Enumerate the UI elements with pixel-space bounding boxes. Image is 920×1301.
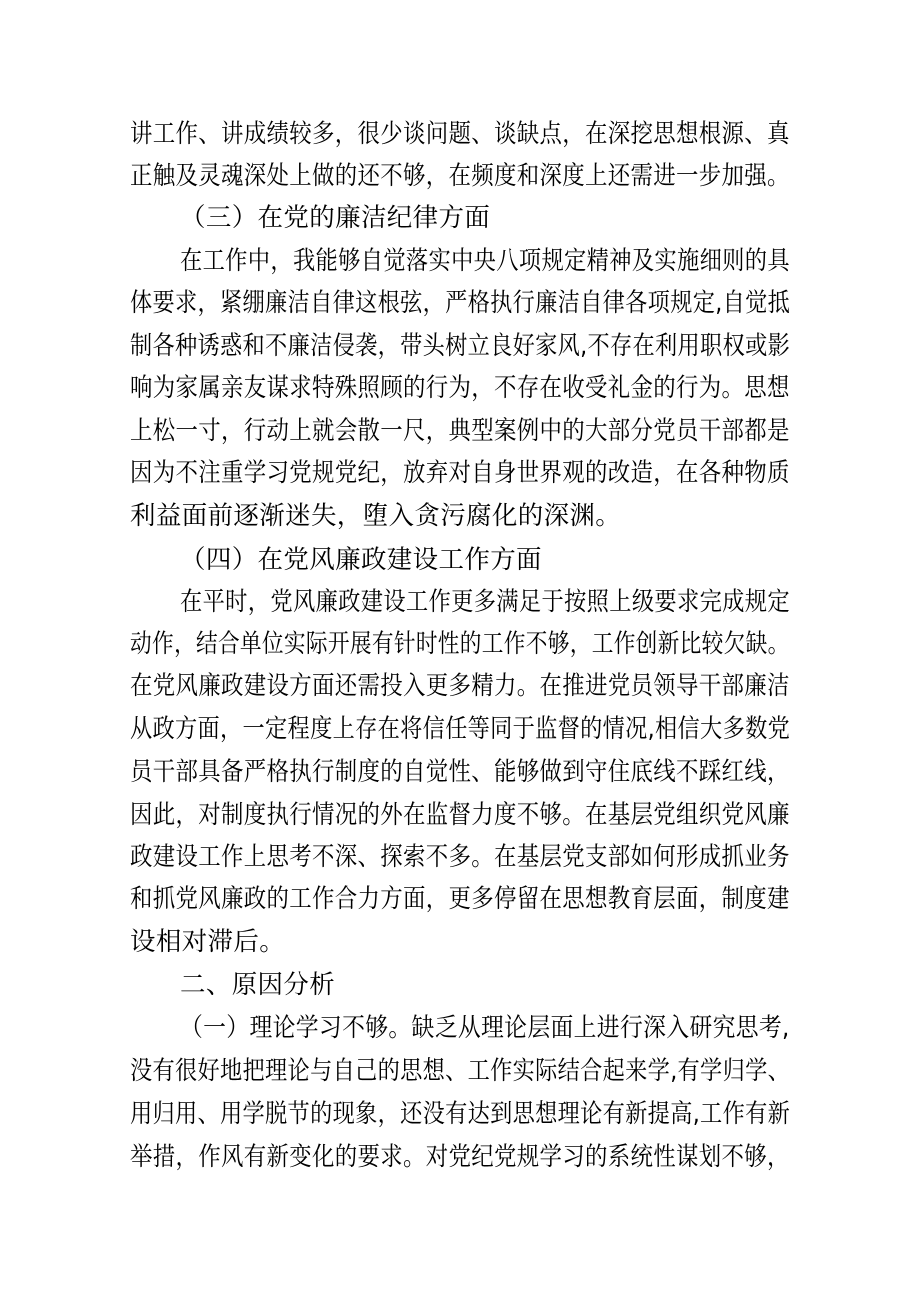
text-line: 讲工作、讲成绩较多，很少谈问题、谈缺点，在深挖思想根源、真 <box>130 119 790 149</box>
text-line: 政建设工作上思考不深、探索不多。在基层党支部如何形成抓业务 <box>130 842 790 872</box>
text-line: 举措，作风有新变化的要求。对党纪党规学习的系统性谋划不够， <box>130 1142 790 1172</box>
text-line: 动作，结合单位实际开展有针时性的工作不够，工作创新比较欠缺。 <box>130 629 790 659</box>
text-line: （一）理论学习不够。缺乏从理论层面上进行深入研究思考, <box>180 1013 790 1043</box>
text-line: 没有很好地把理论与自己的思想、工作实际结合起来学,有学归学、 <box>130 1056 791 1086</box>
text-line: 在平时，党风廉政建设工作更多满足于按照上级要求完成规定 <box>180 587 790 617</box>
section-heading: （三）在党的廉洁纪律方面 <box>180 203 491 233</box>
text-line: 因为不注重学习党规党纪，放弃对自身世界观的改造，在各种物质 <box>130 458 790 488</box>
text-line: 用归用、用学脱节的现象，还没有达到思想理论有新提高,工作有新 <box>130 1099 791 1129</box>
section-heading: （四）在党风廉政建设工作方面 <box>180 545 542 575</box>
text-line: 正触及灵魂深处上做的还不够，在频度和深度上还需进一步加强。 <box>130 161 790 191</box>
text-line: 因此，对制度执行情况的外在监督力度不够。在基层党组织党风廉 <box>130 800 790 830</box>
text-line: 在工作中，我能够自觉落实中央八项规定精神及实施细则的具 <box>180 246 790 276</box>
text-line: 体要求，紧绷廉洁自律这根弦，严格执行廉洁自律各项规定,自觉抵 <box>130 288 791 318</box>
text-line: 设相对滞后。 <box>130 927 286 957</box>
text-line: 制各种诱惑和不廉洁侵袭，带头树立良好家风,不存在利用职权或影 <box>130 331 791 361</box>
text-line: 利益面前逐渐迷失，堕入贪污腐化的深渊。 <box>130 501 622 531</box>
text-line: 在党风廉政建设方面还需投入更多精力。在推进党员领导干部廉洁 <box>130 671 790 701</box>
section-heading: 二、原因分析 <box>180 970 336 1000</box>
text-line: 上松一寸，行动上就会散一尺，典型案例中的大部分党员干部都是 <box>130 416 790 446</box>
text-line: 和抓党风廉政的工作合力方面，更多停留在思想教育层面，制度建 <box>130 884 790 914</box>
text-line: 员干部具备严格执行制度的自觉性、能够做到守住底线不踩红线， <box>130 757 790 787</box>
text-line: 从政方面，一定程度上存在将信任等同于监督的情况,相信大多数党 <box>130 714 791 744</box>
text-line: 响为家属亲友谋求特殊照顾的行为，不存在收受礼金的行为。思想 <box>130 373 790 403</box>
